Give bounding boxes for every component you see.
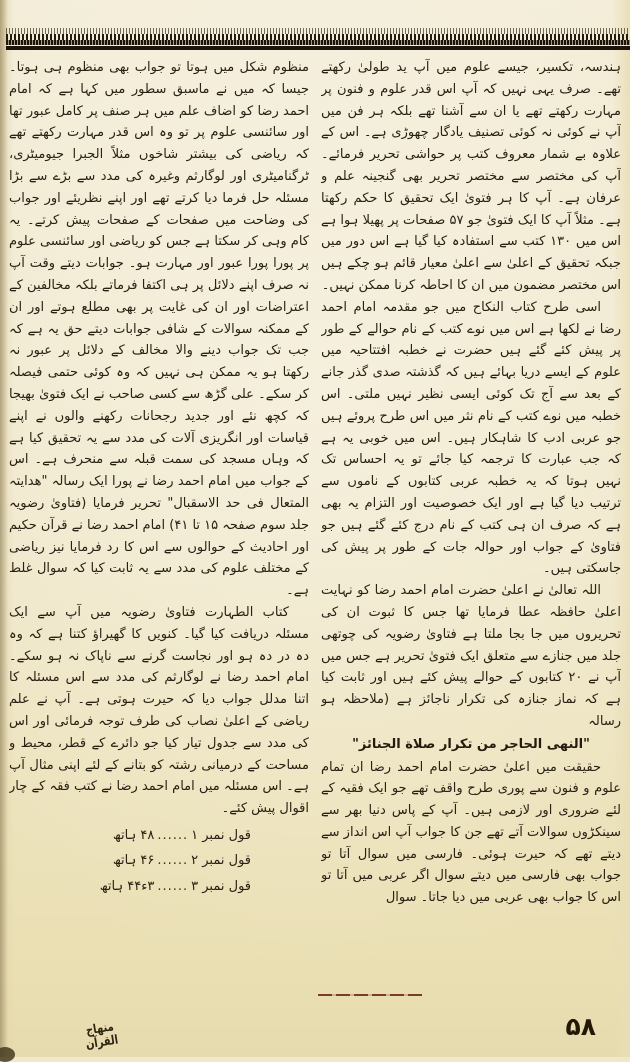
opinion-label: قول نمبر ۲ — [191, 853, 251, 869]
opinion-value: ۴۸ ہاتھ — [112, 827, 155, 843]
scan-smudge — [0, 1047, 15, 1062]
opinion-label: قول نمبر ۱ — [191, 827, 251, 843]
dot-leader: ...... — [157, 853, 189, 869]
publisher-stamp: منهاج القرآن — [84, 1020, 120, 1053]
ornament-row — [6, 40, 630, 45]
ornamental-rule-icon — [6, 28, 630, 50]
opinions-list — [9, 823, 309, 900]
dot-leader: ...... — [157, 878, 189, 894]
paragraph: حقیقت میں اعلیٰ حضرت امام احمد رضا ان تمام علوم و فنون سے پوری طرح واقف تھے جو ایک فقیہ کے لئے ضروری اور لازمی ہیں۔ آپ کے پاس دنیا بھر سے سینکڑوں سوالات آتے تھے جن کا جواب آپ اس انداز سے دیتے تھے کہ حیرت ہوئی۔ فارسی میں سوال آتا تو جواب بھی فارسی میں دیتے سوال اگر عربی میں آتا تو اس کا جواب بھی عربی میں دیا جاتا۔ سوال — [321, 759, 621, 906]
opinion-label: قول نمبر ۳ — [191, 878, 251, 894]
arabic-book-title-quote: "النهى الحاجر من تكرار صلاة الجنائز" — [352, 736, 590, 752]
opinion-value: ۳ء۴۴ ہاتھ — [99, 878, 155, 894]
scan-artifact-line — [318, 994, 422, 996]
paragraph: اللہ تعالیٰ نے اعلیٰ حضرت امام احمد رضا کو نہایت اعلیٰ حافظہ عطا فرمایا تھا جس کا ثبوت ان کی تحریروں میں جا بجا ملتا ہے فتاویٰ رضویہ کی چوتھی جلد میں جنازے سے متعلق ایک فتویٰ تحریر ہے جس میں آپ نے ۲۰ کتابوں کے حوالے پیش کئے ہیں اور ثابت کیا ہے کہ نماز جنازہ کی تکرار ناجائز ہے (ملاحظہ ہو رسالہ — [321, 583, 621, 729]
scan-edge-shadow — [0, 0, 8, 1057]
ornament-row — [6, 46, 630, 50]
paragraph: کتاب الطہارت فتاویٰ رضویہ میں آپ سے ایک مسئلہ دریافت کیا گیا۔ کنویں کا گھیراؤ کتنا ہے کہ وہ دہ در دہ ہو اور نجاست گرنے سے ناپاک نہ ہو سکے۔ امام احمد رضا نے لوگارثم کی مدد سے اس مسئلہ کا اتنا مدلل جواب دیا کہ حیرت ہوتی ہے۔ آپ نے علم ریاضی کے اعلیٰ نصاب کی طرف توجہ فرمائی اور اس کی مدد سے جدول تیار کیا جو دائرے کے قطر، محیط و مساحت کے درمیانی رشتہ کو بتانے کے لئے اپنی مثال آپ ہے۔ اس مسئلہ میں امام احمد رضا نے کتب فقہ کے چار اقوال پیش کئے۔ — [9, 604, 309, 817]
paragraph: ہندسہ، تکسیر، جیسے علوم میں آپ ید طولیٰ رکھتے تھے۔ صرف یہی نہیں کہ آپ اس قدر علوم و فنون پر مہارت رکھتے تھے یا ان سے آشنا تھے بلکہ ہر فن میں آپ نے کوئی نہ کوئی تصنیف یادگار چھوڑی ہے۔ اس کے علاوہ بے شمار معروف کتب پر حواشی تحریر فرمائے۔ آپ کی مختصر سے مختصر تحریر بھی گنجینہ علم و عرفان ہے۔ آپ کا ہر فتویٰ ایک تحقیق کا حکم رکھتا ہے۔ مثلاً آپ کا ایک فتویٰ جو ۵۷ صفحات پر پھیلا ہوا ہے اس میں ۱۳۰ کتب سے استفادہ کیا گیا ہے اس دور میں جبکہ تحقیق کے اعلیٰ سے اعلیٰ معیار قائم ہو چکے ہیں اس مختصر مضمون میں ان کا احاطہ کرنا ممکن نہیں۔ — [321, 60, 621, 293]
ornament-row — [6, 28, 630, 34]
list-item — [9, 823, 309, 849]
list-item — [9, 848, 309, 874]
page-number: ۵۸ — [565, 1012, 596, 1041]
page-body — [9, 57, 621, 1003]
paragraph: منظوم شکل میں ہوتا تو جواب بھی منظوم ہی ہوتا۔ جیسا کہ میں نے ماسبق سطور میں کہا ہے کہ امام احمد رضا کو اضاف علم میں ہر صنف پر کامل عبور تھا اور سائنسی علوم پر تو وہ اس قدر مہارت رکھتے تھے کہ ریاضی کی بیشتر شاخوں مثلاً الجبرا جیومیٹری، ٹرگنامیٹری اور لوگارثم وغیرہ کی مدد سے بڑے سے بڑا مسئلہ حل فرما دیا کرتے تھے اور اپنے نظریئے اور جواب کی وضاحت میں صفحات کے صفحات پیش کرتے۔ یہ کام وہی کر سکتا ہے جس کو ریاضی اور سائنسی علوم پر پورا پورا عبور اور مہارت ہو۔ جوابات دیتے وقت آپ نہ صرف اپنے دلائل پر ہی اکتفا فرماتے بلکہ مخالفین کے اعتراضات اور ان کی غایت پر بھی مطلع ہوتے اور ان کے ممکنہ سوالات کے شافی جوابات دیتے حق یہ ہے کہ جب تک جواب دینے والا مخالف کے دلائل پر عبور نہ رکھتا ہو یہ ممکن ہی نہیں کہ وہ کوئی حتمی فیصلہ کر سکے۔ علی گڑھ سے کسی صاحب نے ایک فتویٰ بھیجا کہ کچھ نئے اور جدید رجحانات رکھنے والوں نے اپنے قیاسات اور انگریزی آلات کی مدد سے یہ تحقیق کیا ہے کہ وہاں مسجد کی سمت قبلہ سے منحرف ہے۔ اس کے جواب میں امام احمد رضا نے پورا ایک رسالہ "ھدایتہ المتعال فی حد الاسقبال" تحریر فرمایا (فتاویٰ رضویہ جلد سوم صفحہ ۱۵ تا ۴۱) امام احمد رضا نے قرآن حکیم اور احادیث کے حوالوں سے اس کا رد فرمایا نیز ریاضی کے مختلف علوم کی مدد سے یہ ثابت کیا کہ سوال غلط ہے۔ — [9, 60, 309, 599]
paragraph: اسی طرح کتاب النکاح میں جو مقدمہ امام احمد رضا نے لکھا ہے اس میں نوے کتب کے نام حوالے کے طور پر پیش کئے گئے ہیں حضرت نے خطبہ افتتاحیہ میں علوم کے ایسے دریا بہائے ہیں کہ گذشتہ صدی گذر جانے کے بعد سے آج تک کوئی ایسی نظیر نہیں ملتی۔ اس خطبہ میں نوے کتب کے نام نثر میں اس طرح پروئے ہیں جو عربی ادب کا شاہکار ہیں۔ اس میں خوبی یہ ہے کہ جب عبارت کا ترجمہ کیا جائے تو یہ احساس تک نہیں ہوتا کہ یہ خطبہ عربی کتابوں کے ناموں سے ترتیب دیا گیا ہے اور ایک خصوصیت اور التزام یہ بھی ہے کہ صرف ان ہی کتب کے نام درج کئے گئے ہیں جو فتاویٰ کے جواب اور حوالہ جات کے طور پر پیش کی جاسکتی ہیں۔ — [321, 299, 621, 577]
column-right — [321, 57, 621, 1003]
dot-leader: ...... — [157, 827, 189, 843]
opinion-value: ۴۶ ہاتھ — [112, 853, 155, 869]
column-left — [9, 57, 309, 1003]
list-item — [9, 874, 309, 900]
